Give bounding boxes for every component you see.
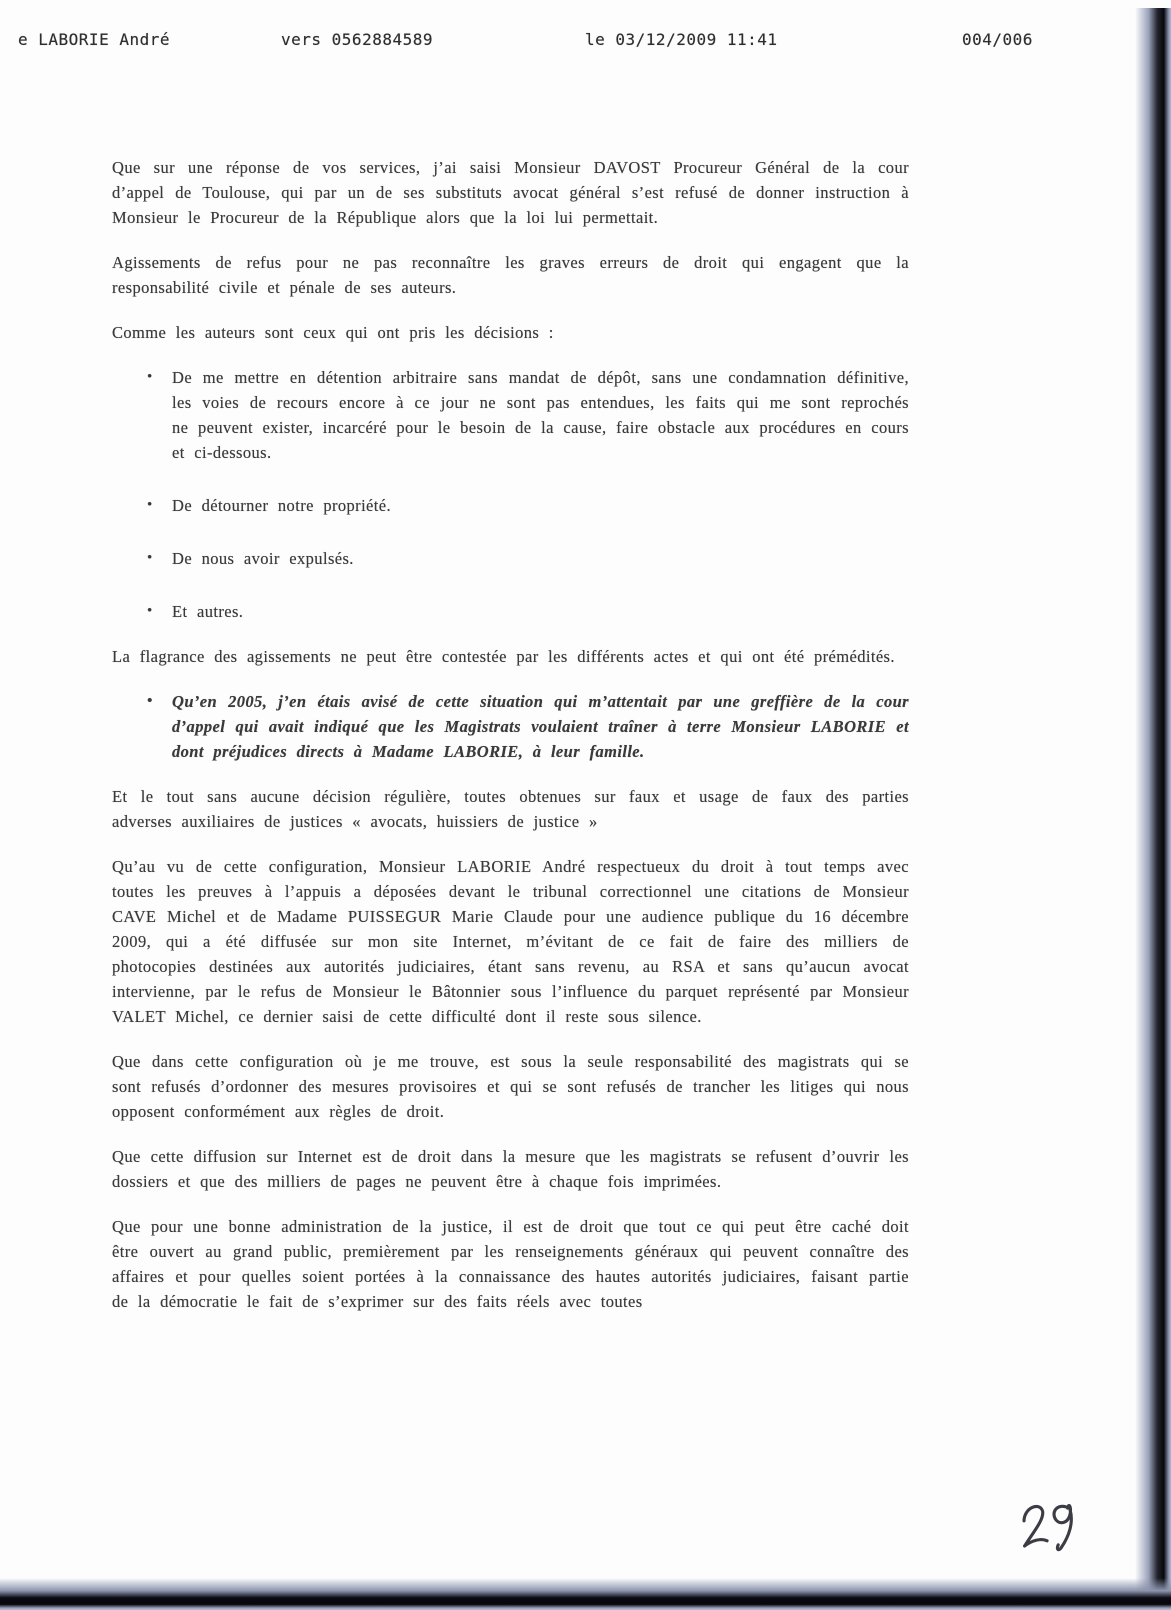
list-item: • De me mettre en détention arbitraire sans mandat de dépôt, sans une condamnation définitive, les voies de recours encore à ce jour ne sont pas entendues, les faits qui me sont reprochés ne peuvent exister, incarcéré pour le besoin de la cause, faire obstacle aux procédures en cours et ci-dessous. (145, 365, 909, 465)
paragraph-diffusion-internet: Que cette diffusion sur Internet est de droit dans la mesure que les magistrats se refusent d’ouvrir les dossiers et que des milliers de pages ne peuvent être à chaque fois imprimées. (112, 1147, 909, 1191)
paragraph-configuration-laborie: Qu’au vu de cette configuration, Monsieur LABORIE André respectueux du droit à tout temps avec toutes les preuves à l’appuis a déposées devant le tribunal correctionnel une citations de Monsieur CAVE Michel et de Madame PUISSEGUR Marie Claude pour une audience publique du 16 décembre 2009, qui a été diffusée sur mon site Internet, m’évitant de ce fait de faire des milliers de photocopies destinées aux autorités judiciaires, étant sans revenu, au RSA et sans qu’aucun avocat intervienne, par le refus de Monsieur le Bâtonnier sous l’influence du parquet représenté par Monsieur VALET Michel, ce dernier saisi de cette difficulté dont il reste sous silence. (112, 857, 909, 1026)
fax-header (0, 30, 1171, 60)
handwritten-page-number (1008, 1494, 1092, 1568)
scan-shadow-right (1135, 8, 1171, 1610)
list-item: • Et autres. (145, 599, 909, 624)
paragraph-bonne-administration: Que pour une bonne administration de la justice, il est de droit que tout ce qui peut être caché doit être ouvert au grand public, premièrement par les renseignements généraux qui peuvent connaître des affaires et pour quelles soient portées à la connaissance des hautes autorités judiciaires, faisant partie de la démocratie le fait de s’exprimer sur des faits réels avec toutes (112, 1217, 909, 1311)
paragraph-response-services: Que sur une réponse de vos services, j’ai saisi Monsieur DAVOST Procureur Général de la cour d’appel de Toulouse, qui par un de ses substituts avocat général s’est refusé de donner instruction à Monsieur le Procureur de la République alors que la loi lui permettait. (112, 158, 909, 227)
paragraph-agissements: Agissements de refus pour ne pas reconnaître les graves erreurs de droit qui engagent que la responsabilité civile et pénale de ses auteurs. (112, 253, 909, 297)
scan-shadow-bottom (0, 1578, 1171, 1610)
fax-sender: e LABORIE André (18, 30, 170, 49)
list-item: • De nous avoir expulsés. (145, 546, 909, 571)
paragraph-faux-et-usage: Et le tout sans aucune décision régulière, toutes obtenues sur faux et usage de faux des parties adverses auxiliaires de justices « avocats, huissiers de justice » (112, 787, 909, 831)
fax-recipient-number: vers 0562884589 (281, 30, 433, 49)
list-item-emphasis: • Qu’en 2005, j’en étais avisé de cette situation qui m’attentait par une greffière de la cour d’appel qui avait indiqué que les Magistrats voulaient traîner à terre Monsieur LABORIE et dont préjudices directs à Madame LABORIE, à leur famille. (145, 689, 909, 764)
fax-page-counter: 004/006 (962, 30, 1033, 49)
paragraph-flagrance: La flagrance des agissements ne peut être contestée par les différents actes et qui ont été prémédités. (112, 647, 895, 666)
handwritten-29-icon (1006, 1491, 1095, 1571)
fax-datetime: le 03/12/2009 11:41 (585, 30, 778, 49)
document-body (112, 155, 909, 1334)
paragraph-responsabilite-magistrats: Que dans cette configuration où je me trouve, est sous la seule responsabilité des magistrats qui se sont refusés d’ordonner des mesures provisoires et qui se sont refusés de trancher les litiges qui nous opposent conformément aux règles de droit. (112, 1052, 909, 1121)
decisions-bullet-list (145, 365, 909, 624)
emphasis-bullet-list (145, 689, 909, 764)
paragraph-comme-les-auteurs: Comme les auteurs sont ceux qui ont pris les décisions : (112, 323, 554, 342)
list-item: • De détourner notre propriété. (145, 493, 909, 518)
